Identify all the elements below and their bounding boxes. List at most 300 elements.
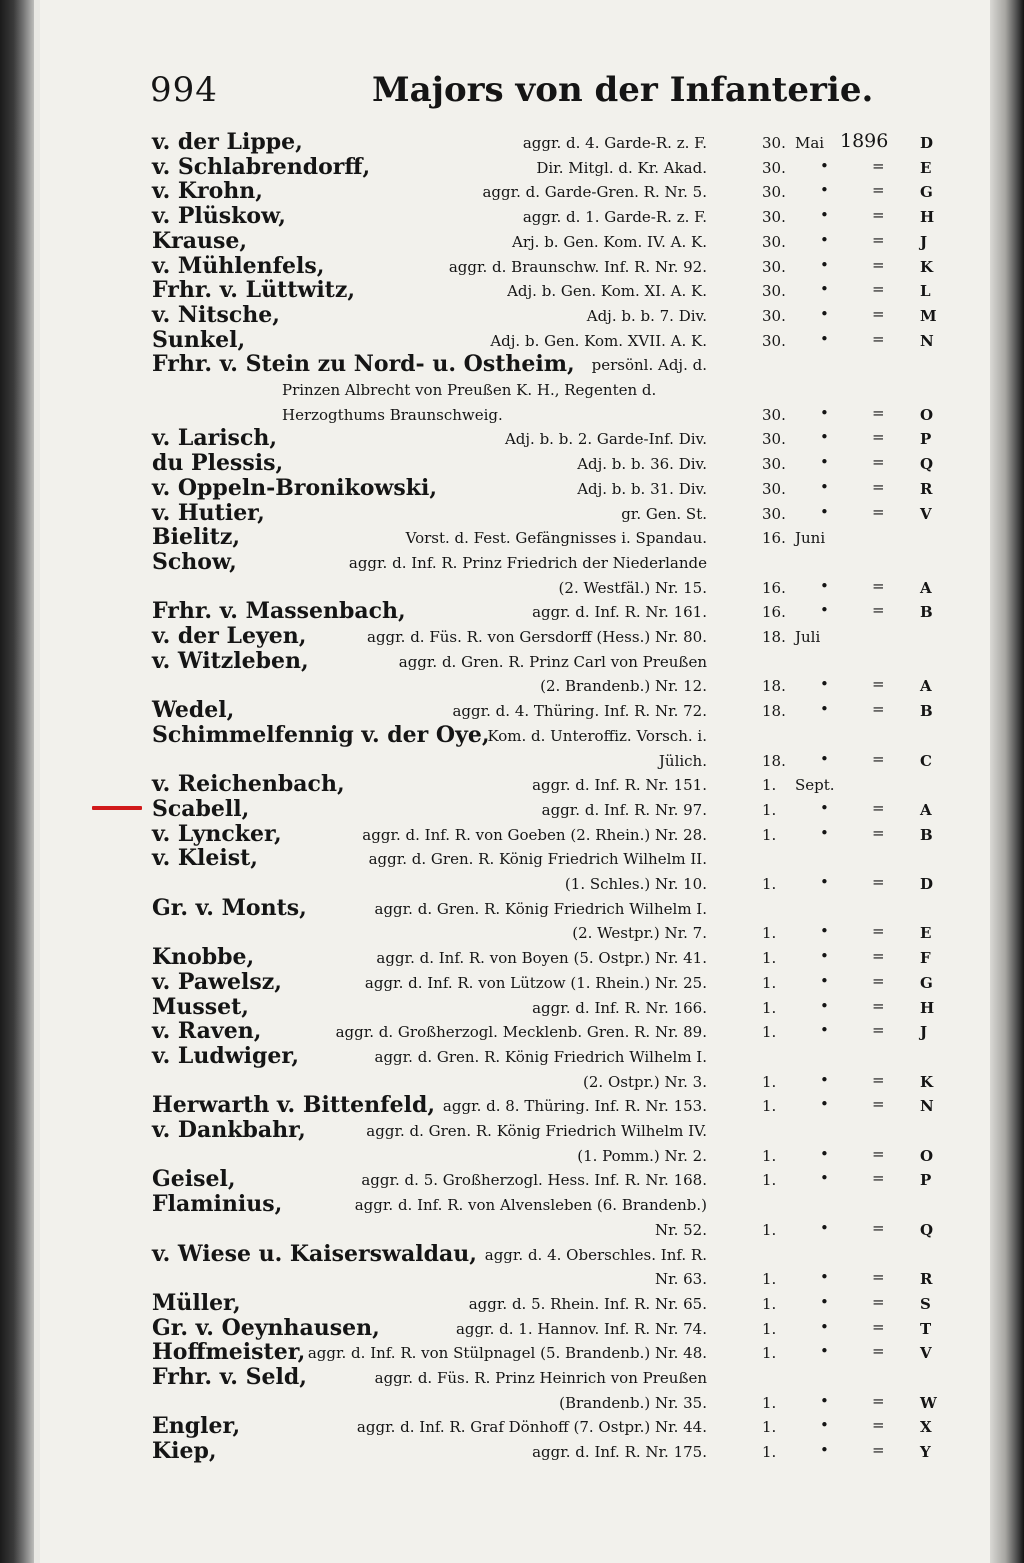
unit-assignment: Nr. 63. (654, 1270, 707, 1289)
list-item (152, 402, 942, 427)
ditto-mark: • (820, 1342, 829, 1361)
ditto-mark: • (820, 428, 829, 447)
unit-assignment: Adj. b. b. 31. Div. (577, 479, 707, 498)
unit-assignment: aggr. d. Inf. R. von Goeben (2. Rhein.) Nr. 28. (362, 825, 707, 844)
unit-assignment: aggr. d. Gren. R. König Friedrich Wilhelm II. (368, 850, 707, 869)
list-item (152, 772, 942, 797)
unit-assignment: aggr. d. Gren. R. König Friedrich Wilhelm IV. (366, 1122, 707, 1140)
seniority-letter: Q (920, 455, 934, 474)
unit-assignment: aggr. d. Inf. R. Nr. 166. (532, 998, 707, 1017)
ditto-mark: = (872, 1342, 885, 1361)
list-item (152, 1266, 942, 1291)
date-day: 30. (762, 306, 786, 325)
date-day: 1. (762, 998, 777, 1017)
seniority-letter: S (920, 1294, 931, 1313)
unit-assignment: aggr. d. Inf. R. Prinz Friedrich der Niederlande (348, 553, 707, 572)
list-item (152, 130, 942, 155)
list-item (152, 1118, 942, 1143)
ditto-mark: • (820, 502, 829, 521)
ditto-mark: = (872, 947, 885, 966)
date-day: 30. (762, 479, 786, 498)
ditto-mark: = (872, 1268, 885, 1287)
officer-name: Müller, (152, 1289, 241, 1316)
ditto-mark: • (820, 700, 829, 719)
unit-assignment: (2. Westfäl.) Nr. 15. (558, 578, 707, 597)
list-item (152, 1069, 942, 1094)
unit-assignment: aggr. d. Inf. R. Nr. 97. (541, 800, 707, 819)
seniority-letter: J (920, 1023, 928, 1042)
unit-assignment: aggr. d. 4. Oberschles. Inf. R. (484, 1245, 707, 1264)
list-item (152, 624, 942, 649)
officer-name: Engler, (152, 1413, 241, 1440)
ditto-mark: • (820, 1441, 829, 1460)
officer-name: v. Mühlenfels, (152, 252, 325, 279)
date-day: 30. (762, 405, 786, 424)
list-item (152, 1093, 942, 1118)
officer-name: v. Ludwiger, (152, 1042, 300, 1069)
ditto-mark: • (820, 280, 829, 299)
ditto-mark: = (872, 255, 885, 274)
date-day: 1. (762, 1270, 777, 1289)
list-item (152, 254, 942, 279)
ditto-mark: • (820, 1021, 829, 1040)
list-item (152, 649, 942, 674)
ditto-mark: = (872, 1021, 885, 1040)
list-item (152, 328, 942, 353)
officer-name: Knobbe, (152, 944, 255, 971)
ditto-mark: • (820, 1095, 829, 1114)
unit-assignment: Adj. b. b. 7. Div. (586, 306, 707, 325)
seniority-letter: E (920, 924, 932, 943)
unit-assignment: aggr. d. 4. Garde-R. z. F. (522, 134, 707, 152)
officer-name: v. Dankbahr, (152, 1117, 306, 1143)
ditto-mark: = (872, 502, 885, 521)
list-item (152, 575, 942, 600)
seniority-letter: N (920, 1097, 934, 1116)
officer-name: v. Witzleben, (152, 647, 309, 674)
ditto-mark: • (820, 1144, 829, 1163)
ditto-mark: = (872, 1292, 885, 1311)
ditto-mark: • (820, 971, 829, 990)
ditto-mark: • (820, 1317, 829, 1336)
officer-name: Kiep, (152, 1438, 217, 1465)
officer-name: v. Nitsche, (152, 301, 280, 328)
date-day: 1. (762, 1393, 777, 1412)
date-day: 30. (762, 257, 786, 276)
ditto-mark: • (820, 996, 829, 1015)
ditto-mark: • (820, 1218, 829, 1237)
ditto-mark: = (872, 1169, 885, 1188)
seniority-letter: H (920, 998, 935, 1017)
date-day: 30. (762, 282, 786, 301)
seniority-letter: G (920, 973, 933, 992)
ditto-mark: • (820, 601, 829, 620)
ditto-mark: • (820, 255, 829, 274)
unit-assignment: (2. Brandenb.) Nr. 12. (540, 677, 707, 696)
date-day: 1. (762, 825, 777, 844)
page-number: 994 (150, 70, 218, 110)
seniority-letter: B (920, 825, 933, 844)
officer-name: v. Schlabrendorff, (152, 153, 371, 180)
unit-assignment: (1. Schles.) Nr. 10. (564, 875, 707, 893)
unit-assignment: aggr. d. Füs. R. Prinz Heinrich von Preußen (374, 1369, 707, 1387)
date-day: 1. (762, 1146, 777, 1165)
ditto-mark: = (872, 206, 885, 225)
date-day: 30. (762, 331, 786, 350)
seniority-letter: D (920, 134, 934, 152)
ditto-mark: • (820, 1416, 829, 1435)
date-day: 1. (762, 1171, 777, 1190)
unit-assignment: aggr. d. Inf. R. Nr. 151. (532, 776, 707, 795)
date-day: 1. (762, 875, 777, 893)
list-item (152, 1044, 942, 1069)
date-day: 30. (762, 232, 786, 251)
list-item (152, 426, 942, 451)
officer-name: Wedel, (152, 697, 235, 724)
seniority-letter: Y (920, 1443, 931, 1462)
list-item (152, 377, 942, 402)
date-day: 30. (762, 455, 786, 474)
seniority-letter: J (920, 232, 928, 251)
date-day: 18. (762, 751, 786, 770)
officer-name: v. der Leyen, (152, 623, 307, 649)
seniority-letter: L (920, 282, 931, 301)
unit-assignment: aggr. d. 8. Thüring. Inf. R. Nr. 153. (442, 1097, 707, 1116)
list-item (152, 1291, 942, 1316)
list-item (152, 1439, 942, 1464)
date-day: 1. (762, 1319, 777, 1338)
officer-name: v. Oppeln-Bronikowski, (152, 474, 438, 501)
list-item (152, 945, 942, 970)
date-month: Juli (795, 628, 821, 646)
ditto-mark: • (820, 304, 829, 323)
date-day: 1. (762, 1220, 777, 1239)
officer-name: v. Larisch, (152, 425, 277, 452)
date-day: 16. (762, 578, 786, 597)
seniority-letter: K (920, 1072, 934, 1091)
date-year: 1896 (840, 130, 889, 152)
officer-name: v. Wiese u. Kaiserswaldau, (152, 1240, 477, 1267)
date-day: 18. (762, 677, 786, 696)
officer-name: v. Pawelsz, (152, 968, 282, 995)
officer-name: Scabell, (152, 795, 250, 822)
date-day: 30. (762, 430, 786, 449)
ditto-mark: • (820, 1391, 829, 1410)
seniority-letter: B (920, 702, 933, 721)
ditto-mark: = (872, 675, 885, 694)
date-day: 16. (762, 529, 786, 548)
officer-name: Gr. v. Oeynhausen, (152, 1314, 380, 1341)
unit-assignment: Prinzen Albrecht von Preußen K. H., Regenten d. (282, 381, 657, 399)
date-day: 1. (762, 924, 777, 943)
ditto-mark: • (820, 230, 829, 249)
ditto-mark: = (872, 996, 885, 1015)
seniority-letter: C (920, 751, 932, 770)
list-item (152, 550, 942, 575)
ditto-mark: • (820, 156, 829, 175)
ditto-mark: = (872, 1416, 885, 1435)
unit-assignment: (Brandenb.) Nr. 35. (559, 1393, 707, 1412)
seniority-letter: F (920, 949, 931, 968)
ditto-mark: • (820, 206, 829, 225)
date-day: 30. (762, 208, 786, 227)
unit-assignment: aggr. d. Gren. R. Prinz Carl von Preußen (398, 652, 707, 671)
unit-assignment: Adj. b. b. 2. Garde-Inf. Div. (504, 430, 707, 449)
date-day: 30. (762, 134, 786, 152)
seniority-letter: O (920, 1146, 934, 1165)
seniority-letter: A (920, 800, 932, 819)
unit-assignment: Adj. b. Gen. Kom. XI. A. K. (507, 282, 707, 301)
ditto-mark: • (820, 1268, 829, 1287)
officer-name: Schow, (152, 548, 237, 575)
seniority-letter: E (920, 158, 932, 177)
ditto-mark: • (820, 1070, 829, 1089)
list-item (152, 1217, 942, 1242)
ditto-mark: = (872, 576, 885, 595)
list-item (152, 229, 942, 254)
list-item (152, 920, 942, 945)
ditto-mark: • (820, 403, 829, 422)
unit-assignment: aggr. d. Inf. R. von Boyen (5. Ostpr.) Nr. 41. (376, 949, 707, 968)
date-day: 1. (762, 1443, 777, 1462)
list-item (152, 278, 942, 303)
ditto-mark: = (872, 477, 885, 496)
officer-name: Gr. v. Monts, (152, 894, 307, 921)
seniority-letter: P (920, 430, 932, 449)
unit-assignment: Nr. 52. (654, 1220, 707, 1239)
list-item (152, 1019, 942, 1044)
officer-name: Sunkel, (152, 326, 246, 353)
list-item (152, 1167, 942, 1192)
list-item (152, 476, 942, 501)
date-month: Mai (795, 134, 825, 152)
date-day: 30. (762, 158, 786, 177)
list-item (152, 797, 942, 822)
list-item (152, 204, 942, 229)
ditto-mark: = (872, 1391, 885, 1410)
seniority-letter: R (920, 479, 933, 498)
ditto-mark: • (820, 576, 829, 595)
ditto-mark: = (872, 428, 885, 447)
list-item (152, 896, 942, 921)
ditto-mark: = (872, 700, 885, 719)
unit-assignment: (2. Westpr.) Nr. 7. (572, 924, 707, 943)
officer-name: Frhr. v. Seld, (152, 1364, 307, 1390)
seniority-letter: X (920, 1418, 932, 1437)
list-item (152, 179, 942, 204)
seniority-letter: K (920, 257, 934, 276)
list-item (152, 1414, 942, 1439)
officer-name: v. der Lippe, (152, 129, 303, 155)
list-item (152, 673, 942, 698)
list-item (152, 995, 942, 1020)
date-day: 18. (762, 702, 786, 721)
ditto-mark: = (872, 1441, 885, 1460)
ditto-mark: = (872, 1095, 885, 1114)
officer-name: Schimmelfennig v. der Oye, (152, 721, 490, 748)
list-item (152, 1316, 942, 1341)
ditto-mark: = (872, 749, 885, 768)
ditto-mark: • (820, 329, 829, 348)
list-item (152, 501, 942, 526)
officer-name: Krause, (152, 227, 248, 254)
unit-assignment: aggr. d. Füs. R. von Gersdorff (Hess.) Nr. 80. (367, 628, 707, 646)
unit-assignment: aggr. d. Garde-Gren. R. Nr. 5. (482, 183, 707, 202)
list-item (152, 1340, 942, 1365)
ditto-mark: = (872, 798, 885, 817)
list-item (152, 1192, 942, 1217)
ditto-mark: = (872, 601, 885, 620)
ditto-mark: • (820, 749, 829, 768)
list-item (152, 748, 942, 773)
unit-assignment: (1. Pomm.) Nr. 2. (577, 1146, 707, 1165)
unit-assignment: Kom. d. Unteroffiz. Vorsch. i. (487, 726, 707, 745)
officer-name: Geisel, (152, 1166, 236, 1193)
officer-name: v. Reichenbach, (152, 771, 345, 798)
ditto-mark: = (872, 181, 885, 200)
unit-assignment: Arj. b. Gen. Kom. IV. A. K. (512, 232, 707, 251)
list-item (152, 723, 942, 748)
date-day: 18. (762, 628, 786, 646)
ditto-mark: • (820, 798, 829, 817)
seniority-letter: V (920, 504, 932, 523)
ditto-mark: = (872, 1144, 885, 1163)
unit-assignment: gr. Gen. St. (621, 504, 707, 523)
list-item (152, 599, 942, 624)
officer-name: Herwarth v. Bittenfeld, (152, 1092, 435, 1119)
unit-assignment: aggr. d. Gren. R. König Friedrich Wilhelm I. (374, 899, 707, 918)
unit-assignment: aggr. d. 1. Hannov. Inf. R. Nr. 74. (455, 1319, 707, 1338)
unit-assignment: aggr. d. 4. Thüring. Inf. R. Nr. 72. (452, 702, 707, 721)
date-day: 1. (762, 1418, 777, 1437)
ditto-mark: = (872, 304, 885, 323)
date-day: 1. (762, 1294, 777, 1313)
list-item (152, 525, 942, 550)
ditto-mark: = (872, 453, 885, 472)
officer-name: v. Kleist, (152, 845, 258, 872)
seniority-letter: R (920, 1270, 933, 1289)
date-day: 16. (762, 603, 786, 622)
seniority-letter: H (920, 208, 935, 227)
ditto-mark: • (820, 477, 829, 496)
ditto-mark: = (872, 922, 885, 941)
list-item (152, 1143, 942, 1168)
list-item (152, 871, 942, 896)
officer-name: Frhr. v. Lüttwitz, (152, 277, 355, 304)
date-day: 1. (762, 973, 777, 992)
date-day: 1. (762, 776, 777, 795)
unit-assignment: aggr. d. Inf. R. Nr. 161. (532, 603, 707, 622)
seniority-letter: D (920, 875, 934, 893)
seniority-letter: O (920, 405, 934, 424)
seniority-letter: A (920, 677, 932, 696)
officer-name: v. Raven, (152, 1018, 262, 1045)
ditto-mark: = (872, 280, 885, 299)
date-day: 1. (762, 949, 777, 968)
unit-assignment: aggr. d. 5. Großherzogl. Hess. Inf. R. Nr. 168. (361, 1171, 707, 1190)
list-item (152, 352, 942, 377)
seniority-letter: P (920, 1171, 932, 1190)
list-item (152, 846, 942, 871)
ditto-mark: • (820, 1292, 829, 1311)
unit-assignment: aggr. d. Inf. R. von Stülpnagel (5. Brandenb.) Nr. 48. (307, 1344, 707, 1363)
date-day: 30. (762, 183, 786, 202)
unit-assignment: aggr. d. Gren. R. König Friedrich Wilhelm I. (374, 1047, 707, 1066)
list-item (152, 303, 942, 328)
seniority-letter: M (920, 306, 937, 325)
list-item (152, 1365, 942, 1390)
list-item (152, 451, 942, 476)
officer-name: v. Hutier, (152, 499, 265, 526)
officer-name: v. Plüskow, (152, 203, 286, 230)
officer-name: Flaminius, (152, 1191, 283, 1218)
ditto-mark: = (872, 403, 885, 422)
seniority-letter: G (920, 183, 933, 202)
officer-name: Frhr. v. Massenbach, (152, 598, 406, 625)
ditto-mark: • (820, 1169, 829, 1188)
officer-name: Hoffmeister, (152, 1339, 306, 1366)
list-item (152, 822, 942, 847)
unit-assignment: (2. Ostpr.) Nr. 3. (583, 1072, 707, 1091)
unit-assignment: aggr. d. 5. Rhein. Inf. R. Nr. 65. (468, 1294, 707, 1313)
date-month: Juni (795, 529, 826, 548)
seniority-letter: N (920, 331, 934, 350)
ditto-mark: = (872, 1218, 885, 1237)
ditto-mark: = (872, 230, 885, 249)
unit-assignment: Herzogthums Braunschweig. (282, 405, 503, 424)
list-item (152, 1390, 942, 1415)
ditto-mark: • (820, 922, 829, 941)
unit-assignment: aggr. d. Inf. R. Nr. 175. (532, 1443, 707, 1462)
ditto-mark: • (820, 823, 829, 842)
unit-assignment: persönl. Adj. d. (591, 356, 707, 375)
list-item (152, 698, 942, 723)
officer-name: Bielitz, (152, 524, 240, 551)
unit-assignment: Vorst. d. Fest. Gefängnisses i. Spandau. (405, 529, 707, 548)
officer-name: Frhr. v. Stein zu Nord- u. Ostheim, (152, 351, 575, 378)
ditto-mark: = (872, 329, 885, 348)
unit-assignment: aggr. d. Inf. R. Graf Dönhoff (7. Ostpr.) Nr. 44. (356, 1418, 707, 1437)
unit-assignment: Dir. Mitgl. d. Kr. Akad. (536, 158, 707, 177)
ditto-mark: • (820, 181, 829, 200)
unit-assignment: Jülich. (658, 751, 707, 770)
running-title: Majors von der Infanterie. (372, 70, 874, 110)
ditto-mark: • (820, 675, 829, 694)
list-item (152, 970, 942, 995)
date-day: 1. (762, 1072, 777, 1091)
unit-assignment: Adj. b. Gen. Kom. XVII. A. K. (490, 331, 707, 350)
officer-name: Musset, (152, 993, 249, 1020)
list-item (152, 155, 942, 180)
ditto-mark: = (872, 873, 885, 891)
ditto-mark: • (820, 947, 829, 966)
seniority-letter: T (920, 1319, 932, 1338)
ditto-mark: • (820, 453, 829, 472)
unit-assignment: aggr. d. Großherzogl. Mecklenb. Gren. R. Nr. 89. (335, 1023, 707, 1042)
date-month: Sept. (795, 776, 835, 795)
seniority-letter: W (920, 1393, 937, 1412)
date-day: 30. (762, 504, 786, 523)
seniority-letter: V (920, 1344, 932, 1363)
seniority-letter: Q (920, 1220, 934, 1239)
date-day: 1. (762, 1023, 777, 1042)
unit-assignment: Adj. b. b. 36. Div. (577, 455, 707, 474)
ditto-mark: = (872, 1317, 885, 1336)
unit-assignment: aggr. d. Inf. R. von Lützow (1. Rhein.) Nr. 25. (364, 973, 707, 992)
seniority-letter: B (920, 603, 933, 622)
unit-assignment: aggr. d. Braunschw. Inf. R. Nr. 92. (448, 257, 707, 276)
date-day: 1. (762, 1344, 777, 1363)
